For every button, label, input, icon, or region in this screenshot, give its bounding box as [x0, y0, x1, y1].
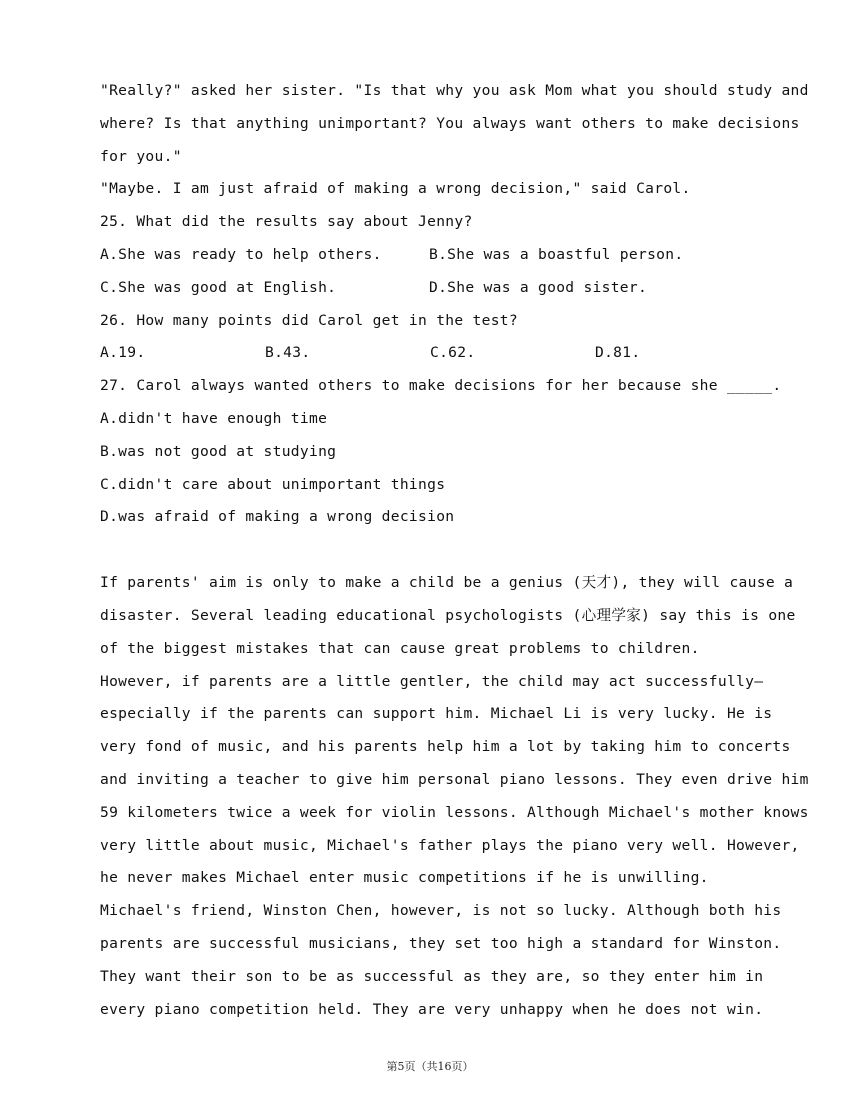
option-27-c: C.didn't care about unimportant things	[100, 475, 446, 493]
passage-line: If parents' aim is only to make a child be a genius (天才), they will cause a	[100, 574, 794, 592]
question-26-stem: 26. How many points did Carol get in the test?	[100, 311, 518, 329]
passage-line: very fond of music, and his parents help him a lot by taking him to concerts	[100, 738, 791, 756]
option-26-b: B.43.	[265, 344, 311, 362]
question-26-options	[100, 337, 780, 370]
option-26-d: D.81.	[595, 344, 641, 362]
passage-line: They want their son to be as successful as they are, so they enter him in	[100, 967, 764, 985]
passage-line: very little about music, Michael's father plays the piano very well. However,	[100, 836, 800, 854]
passage-line: disaster. Several leading educational psychologists (心理学家) say this is one	[100, 606, 796, 624]
option-27-d: D.was afraid of making a wrong decision	[100, 508, 455, 526]
question-25-stem: 25. What did the results say about Jenny?	[100, 213, 473, 231]
passage-line: 59 kilometers twice a week for violin lessons. Although Michael's mother knows	[100, 803, 809, 821]
passage-line: Michael's friend, Winston Chen, however, is not so lucky. Although both his	[100, 902, 782, 920]
passage-line: for you."	[100, 147, 182, 165]
option-25-c: C.She was good at English.	[100, 278, 337, 296]
option-27-b: B.was not good at studying	[100, 442, 337, 460]
paragraph-gap	[100, 534, 780, 567]
question-25-options-row-1	[100, 239, 780, 272]
page-footer: 第5页（共16页）	[386, 1060, 474, 1073]
option-25-d: D.She was a good sister.	[429, 278, 648, 296]
passage-line: he never makes Michael enter music competitions if he is unwilling.	[100, 869, 709, 887]
option-26-a: A.19.	[100, 344, 146, 362]
option-26-c: C.62.	[430, 344, 476, 362]
passage-line: parents are successful musicians, they set too high a standard for Winston.	[100, 934, 782, 952]
option-25-b: B.She was a boastful person.	[429, 245, 684, 263]
passage-line: and inviting a teacher to give him personal piano lessons. They even drive him	[100, 770, 809, 788]
option-25-a: A.She was ready to help others.	[100, 245, 382, 263]
passage-line: However, if parents are a little gentler, the child may act successfully—	[100, 672, 764, 690]
passage-line: "Maybe. I am just afraid of making a wrong decision," said Carol.	[100, 180, 691, 198]
passage-line: every piano competition held. They are very unhappy when he does not win.	[100, 1000, 764, 1018]
passage-line: where? Is that anything unimportant? You always want others to make decisions	[100, 114, 800, 132]
option-27-a: A.didn't have enough time	[100, 409, 328, 427]
passage-line: "Really?" asked her sister. "Is that why you ask Mom what you should study and	[100, 82, 809, 99]
passage-line: especially if the parents can support him. Michael Li is very lucky. He is	[100, 705, 773, 723]
passage-line: of the biggest mistakes that can cause great problems to children.	[100, 639, 700, 657]
question-27-stem: 27. Carol always wanted others to make decisions for her because she _____.	[100, 377, 782, 395]
document-body	[100, 75, 809, 1026]
question-25-options-row-2	[100, 272, 780, 305]
